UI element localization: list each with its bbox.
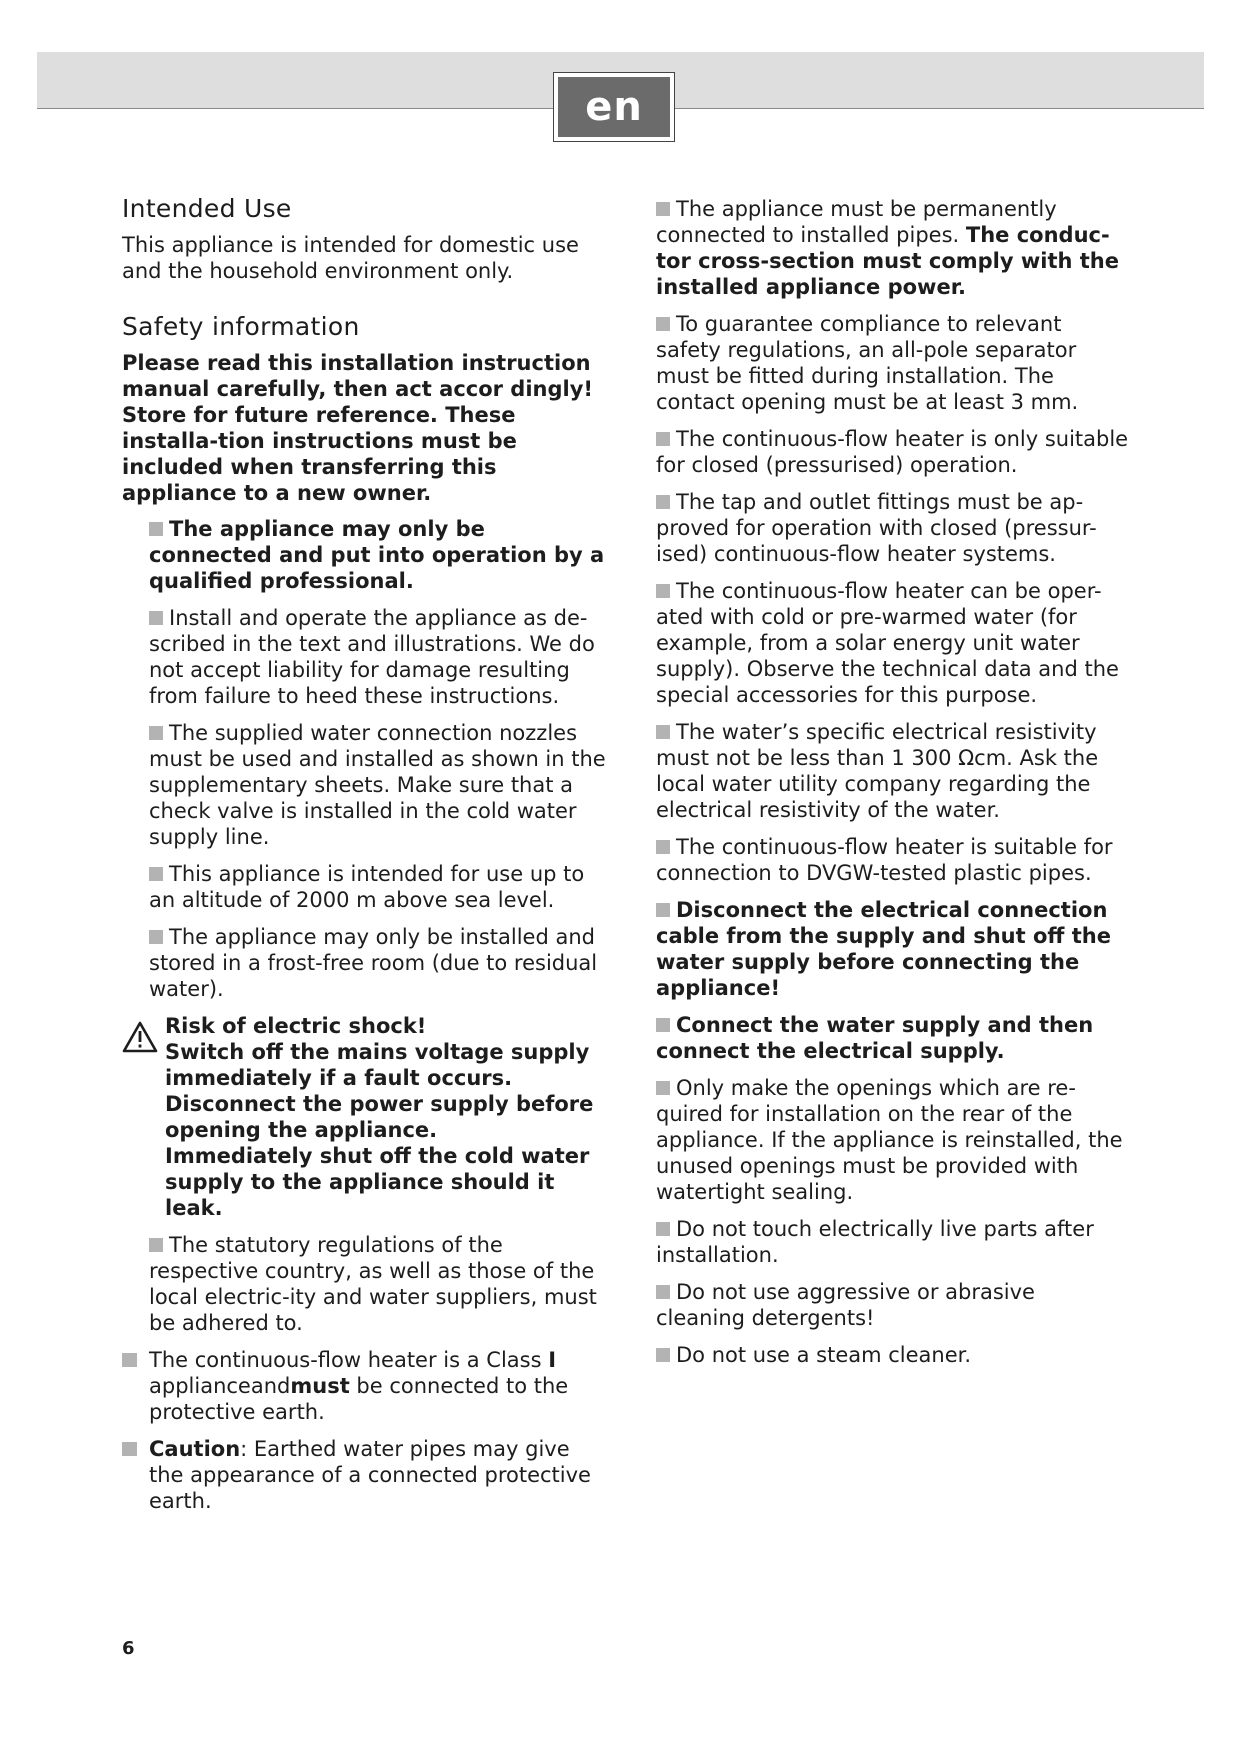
bullet-square-icon xyxy=(149,930,163,944)
safety-item: The appliance must be permanently connected to installed pipes. The conduc-tor cross-section must comply with the installed appliance power. xyxy=(656,197,1119,299)
safety-intro: Please read this installation instruction manual carefully, then act accor dingly! Store for future reference. These installa-tion instructions must be included when transferring this appliance to a new owner. xyxy=(122,351,593,505)
warning-line: Switch off the mains voltage supply immediately if a fault occurs. xyxy=(165,1040,590,1090)
intended-use-heading: Intended Use xyxy=(122,194,292,223)
bullet-square-icon xyxy=(122,1442,137,1456)
language-badge xyxy=(553,72,675,142)
safety-item: The statutory regulations of the respective country, as well as those of the local electric-ity and water suppliers, must be adhered to. xyxy=(149,1233,597,1335)
safety-item-bold: Disconnect the electrical connection cable from the supply and shut off the water supply before connecting the appliance! xyxy=(656,898,1111,1000)
caution-item: Caution: Earthed water pipes may give the appearance of a connected protective earth. xyxy=(122,1436,610,1514)
safety-item: The supplied water connection nozzles must be used and installed as shown in the supplementary sheets. Make sure that a check valve is installed in the cold water supply line. xyxy=(149,721,606,849)
safety-item: The continuous-flow heater is suitable for connection to DVGW-tested plastic pipes. xyxy=(656,835,1113,885)
bullet-square-icon xyxy=(656,903,670,917)
bullet-square-icon xyxy=(149,726,163,740)
bullet-square-icon xyxy=(656,1081,670,1095)
bullet-square-icon xyxy=(656,840,670,854)
left-column xyxy=(122,196,610,1525)
bullet-square-icon xyxy=(122,1353,137,1367)
class-item: The continuous-flow heater is a Class I applianceandmust be connected to the protective earth. xyxy=(122,1347,610,1425)
safety-item: The tap and outlet fittings must be ap-proved for operation with closed (pressur-ised) continuous-flow heater systems. xyxy=(656,490,1097,566)
safety-item: To guarantee compliance to relevant safety regulations, an all-pole separator must be fitted during installation. The contact opening must be at least 3 mm. xyxy=(656,312,1079,414)
bullet-square-icon xyxy=(656,432,670,446)
bullet-square-icon xyxy=(149,522,163,536)
page-number: 6 xyxy=(122,1638,135,1659)
warning-line: Risk of electric shock! xyxy=(165,1014,427,1038)
warning-line: Disconnect the power supply before opening the appliance. xyxy=(165,1092,594,1142)
warning-triangle-icon xyxy=(122,1021,158,1053)
safety-item: The continuous-flow heater can be oper-ated with cold or pre-warmed water (for example, from a solar energy unit water supply). Observe the technical data and the special accessories for this purpose. xyxy=(656,579,1119,707)
bullet-square-icon xyxy=(656,1348,670,1362)
safety-item-bold: Connect the water supply and then connect the electrical supply. xyxy=(656,1013,1094,1063)
bullet-square-icon xyxy=(149,611,163,625)
caution-label: Caution xyxy=(149,1437,241,1461)
bullet-square-icon xyxy=(656,1285,670,1299)
bullet-square-icon xyxy=(656,1018,670,1032)
safety-item: The appliance may only be installed and stored in a frost-free room (due to residual water). xyxy=(149,925,598,1001)
warning-line: Immediately shut off the cold water supply to the appliance should it leak. xyxy=(165,1144,590,1220)
safety-item: Do not touch electrically live parts after installation. xyxy=(656,1217,1094,1267)
safety-item: Do not use aggressive or abrasive cleaning detergents! xyxy=(656,1280,1035,1330)
bullet-square-icon xyxy=(656,202,670,216)
bullet-square-icon xyxy=(149,867,163,881)
safety-item: Install and operate the appliance as de-scribed in the text and illustrations. We do not accept liability for damage resulting from failure to heed these instructions. xyxy=(149,606,595,708)
bullet-square-icon xyxy=(656,495,670,509)
safety-item: The continuous-flow heater is only suitable for closed (pressurised) operation. xyxy=(656,427,1129,477)
safety-item: This appliance is intended for use up to an altitude of 2000 m above sea level. xyxy=(149,862,585,912)
bullet-square-icon xyxy=(656,1222,670,1236)
bullet-square-icon xyxy=(149,1238,163,1252)
safety-item: The water’s specific electrical resistivity must not be less than 1 300 Ωcm. Ask the local water utility company regarding the electrical resistivity of the water. xyxy=(656,720,1099,822)
intended-use-text: This appliance is intended for domestic use and the household environment only. xyxy=(122,233,579,283)
bullet-square-icon xyxy=(656,317,670,331)
language-badge-label: en xyxy=(558,77,670,137)
safety-item: The appliance may only be connected and put into operation by a qualified professional. xyxy=(149,517,605,593)
electric-shock-warning xyxy=(122,1013,610,1221)
bullet-square-icon xyxy=(656,725,670,739)
bullet-square-icon xyxy=(656,584,670,598)
safety-item: Do not use a steam cleaner. xyxy=(656,1342,1130,1368)
right-column xyxy=(656,196,1130,1379)
safety-item: Only make the openings which are re-quired for installation on the rear of the appliance. If the appliance is reinstalled, the unused openings must be provided with watertight sealing. xyxy=(656,1076,1123,1204)
safety-heading: Safety information xyxy=(122,312,360,341)
